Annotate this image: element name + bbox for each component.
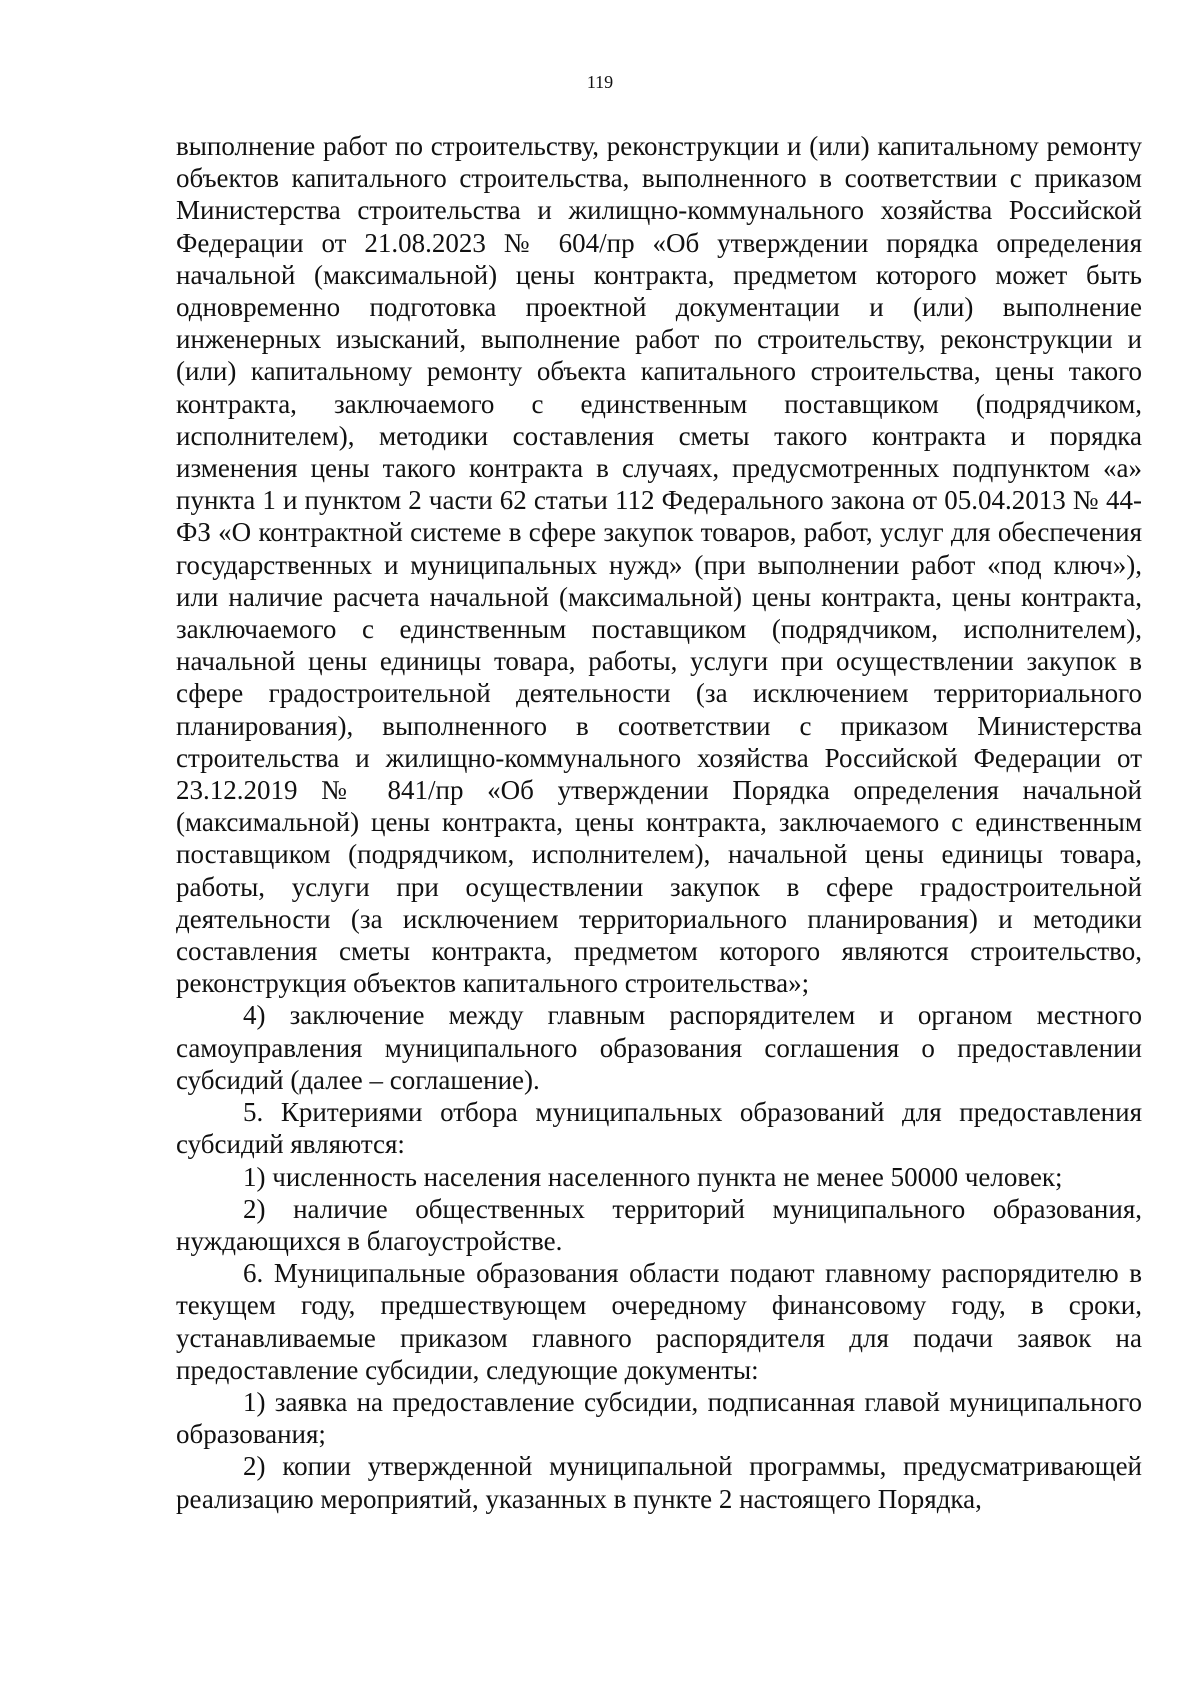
paragraph-item-4: 4) заключение между главным распорядителем и органом местного самоуправления муниципального образования соглашения о предоставлении субсидий (далее – соглашение). [176, 1000, 1142, 1095]
paragraph-document-2: 2) копии утвержденной муниципальной программы, предусматривающей реализацию мероприятий, указанных в пункте 2 настоящего Порядка, [176, 1451, 1142, 1514]
paragraph-continuation: выполнение работ по строительству, реконструкции и (или) капитальному ремонту объектов капитального строительства, выполненного в соответствии с приказом Министерства строительства и жилищно-коммунального хозяйства Российской Федерации от 21.08.2023 № 604/пр «Об утверждении порядка определения начальной (максимальной) цены контракта, предметом которого может быть одновременно подготовка проектной документации и (или) выполнение инженерных изысканий, выполнение работ по строительству, реконструкции и (или) капитальному ремонту объекта капитального строительства, цены такого контракта, заключаемого с единственным поставщиком (подрядчиком, исполнителем), методики составления сметы такого контракта и порядка изменения цены такого контракта в случаях, предусмотренных подпунктом «а» пункта 1 и пунктом 2 части 62 статьи 112 Федерального закона от 05.04.2013 № 44-ФЗ «О контрактной системе в сфере закупок товаров, работ, услуг для обеспечения государственных и муниципальных нужд» (при выполнении работ «под ключ»), или наличие расчета начальной (максимальной) цены контракта, цены контракта, заключаемого с единственным поставщиком (подрядчиком, исполнителем), начальной цены единицы товара, работы, услуги при осуществлении закупок в сфере градостроительной деятельности (за исключением территориального планирования), выполненного в соответствии с приказом Министерства строительства и жилищно-коммунального хозяйства Российской Федерации от 23.12.2019 № 841/пр «Об утверждении Порядка определения начальной (максимальной) цены контракта, цены контракта, заключаемого с единственным поставщиком (подрядчиком, исполнителем), начальной цены единицы товара, работы, услуги при осуществлении закупок в сфере градостроительной деятельности (за исключением территориального планирования) и методики составления сметы контракта, предметом которого являются строительство, реконструкция объектов капитального строительства»; [176, 131, 1142, 999]
paragraph-section-5: 5. Критериями отбора муниципальных образований для предоставления субсидий являются: [176, 1097, 1142, 1160]
paragraph-criterion-1: 1) численность населения населенного пункта не менее 50000 человек; [243, 1161, 1063, 1192]
paragraph-document-1: 1) заявка на предоставление субсидии, подписанная главой муниципального образования; [176, 1386, 1142, 1450]
page-number: 119 [586, 72, 614, 92]
document-body [176, 130, 1142, 1515]
paragraph-criterion-2: 2) наличие общественных территорий муниципального образования, нуждающихся в благоустройстве. [176, 1193, 1142, 1256]
paragraph-section-6: 6. Муниципальные образования области подают главному распорядителю в текущем году, предшествующем очередному финансовому году, в сроки, устанавливаемые приказом главного распорядителя для подачи заявок на предоставление субсидии, следующие документы: [176, 1258, 1142, 1385]
